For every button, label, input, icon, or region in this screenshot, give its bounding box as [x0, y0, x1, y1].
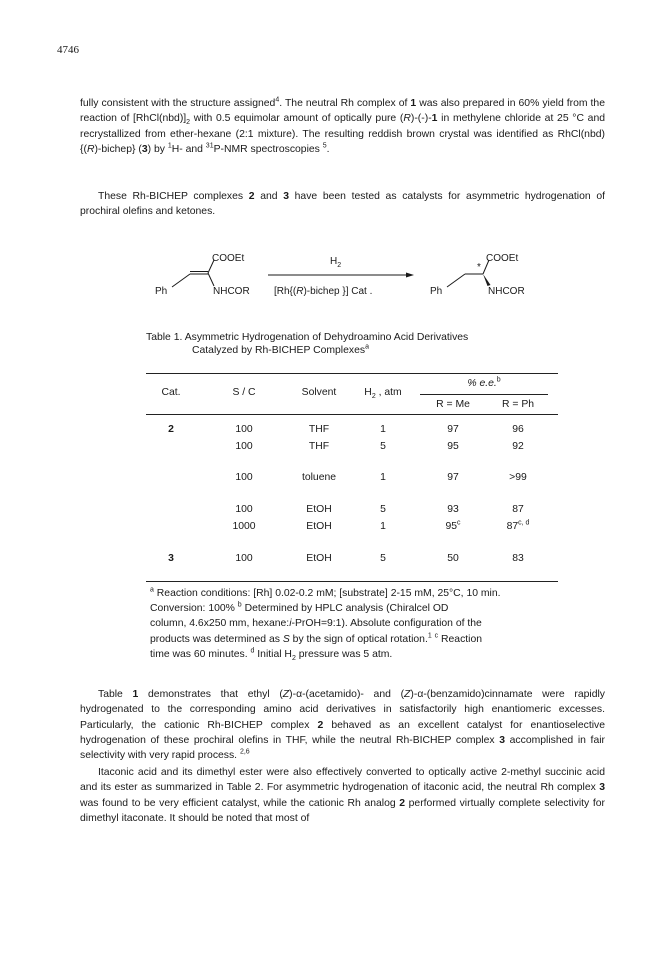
product-nhcor-label: NHCOR	[488, 286, 525, 297]
cell-sc: 100	[235, 441, 253, 452]
cell-h2: 1	[380, 521, 386, 532]
reaction-arrow	[268, 256, 414, 297]
cell-ph: 96	[512, 424, 524, 435]
catalyst-label-italic: R	[296, 286, 304, 297]
cell-ph: 83	[512, 553, 524, 564]
product-structure	[430, 253, 525, 297]
cell-solvent: THF	[308, 441, 330, 452]
reactant-nhcor-label: NHCOR	[213, 286, 250, 297]
cell-sc: 100	[235, 504, 253, 515]
cell-me: 93	[447, 504, 459, 515]
cell-h2: 1	[380, 472, 386, 483]
cell-me: 97	[447, 424, 459, 435]
header-r-ph: R = Ph	[501, 399, 535, 410]
cell-cat: 2	[168, 424, 174, 435]
paragraph-3: Table 1 demonstrates that ethyl (Z)-α-(acetamido)- and (Z)-α-(benzamido)cinnamate were rapidly hydrogenated to the corresponding amino acid derivatives in satisfactorily high enantiomeric excesses. Particularly, the cationic Rh-BICHEP complex 2 behaved as an excellent catalyst for enantioselective hydrogenation of these prochiral olefins in THF, while the neutral Rh-BICHEP complex 3 accomplished in fair selectivity with very rapid process. $^{2,6}$	[80, 689, 606, 762]
svg-text:H2	[330, 256, 341, 269]
svg-text:[Rh{(R)-bichep }] Cat .	[274, 286, 372, 297]
cell-sc: 100	[235, 472, 253, 483]
reactant-cooet-label: COOEt	[212, 253, 245, 264]
table-top-rule	[146, 373, 558, 374]
cell-h2: 5	[380, 504, 386, 515]
cell-h2: 5	[380, 553, 386, 564]
table-footnotes: $^a$ Reaction conditions: [Rh] 0.02-0.2 mM; [substrate] 2-15 mM, 25°C, 10 min. Conversion: 100% $^b$ Determined by HPLC analysis (Chiralcel OD column, 4.6x250 mm, hexane:i-PrOH=9:1). Absolute configuration of the products was determined as S by the sign of optical rotation.$^1$ $^c$ Reaction time was 60 minutes. $^d$ Initial $H_2$ pressure was 5 atm.	[150, 586, 501, 662]
paragraph-4: Itaconic acid and its dimethyl ester were also effectively converted to optically active 2-methyl succinic acid and its ester as summarized in Table 2. For asymmetric hydrogenation of itaconic acid, the neutral Rh complex 3 was found to be very efficient catalyst, while the cationic Rh analog 2 performed virtually complete selectivity for dimethyl itaconate. It should be noted that most of	[80, 767, 605, 824]
paragraph-1: fully consistent with the structure assigned$^4$. The neutral Rh complex of 1 was also prepared in 60% yield from the reaction of $[RhCl(nbd)]_2$ with 0.5 equimolar amount of optically pure (R)-(-)-1 in methylene chloride at 25 °C and recrystallized from ether-hexane (2:1 mixture). The resulting reddish brown crystal was identified as RhCl(nbd){(R)-bichep} (3) by $^1$H- and $^{31}$P-NMR spectroscopies $^5$.	[80, 96, 605, 155]
cell-me: 95	[447, 441, 459, 452]
header-h2: $H_2$ , atm	[364, 387, 402, 401]
reactant-ph-label: Ph	[155, 286, 168, 297]
table-header-rule	[146, 414, 558, 415]
cell-me: 97	[447, 472, 459, 483]
reagent-h-subscript: 2	[337, 262, 342, 269]
header-sc: S / C	[232, 387, 256, 398]
cell-sc: 1000	[232, 521, 256, 532]
stereocenter-star: *	[477, 262, 481, 273]
header-cat: Cat.	[161, 387, 181, 398]
product-cooet-label: COOEt	[486, 253, 519, 264]
cell-sc: 100	[235, 424, 253, 435]
header-solvent: Solvent	[301, 387, 337, 398]
cell-ph: >99	[509, 472, 527, 483]
cell-me: 50	[447, 553, 459, 564]
catalyst-label-a: [Rh{(	[274, 286, 297, 297]
cell-cat: 3	[168, 553, 174, 564]
cell-sc: 100	[235, 553, 253, 564]
cell-solvent: toluene	[301, 472, 337, 483]
cell-h2: 1	[380, 424, 386, 435]
catalyst-label-b: )-bichep }] Cat .	[303, 286, 373, 297]
table-caption: Table 1. Asymmetric Hydrogenation of Dehydroamino Acid Derivatives Catalyzed by Rh-BICHEP Complexes$^a$	[146, 332, 469, 356]
cell-me: 95$^c$	[445, 519, 461, 532]
cell-solvent: EtOH	[306, 521, 332, 532]
cell-ph: 92	[512, 441, 524, 452]
page-number: 4746	[57, 44, 79, 56]
cell-ph: 87$^{c, d}$	[506, 519, 530, 532]
paragraph-2: These Rh-BICHEP complexes 2 and 3 have been tested as catalysts for asymmetric hydrogenation of prochiral olefins and ketones.	[80, 191, 605, 218]
cell-solvent: EtOH	[306, 504, 332, 515]
table-bottom-rule	[146, 581, 558, 582]
ee-header-rule	[420, 394, 548, 395]
reagent-h-label: H	[330, 256, 338, 267]
product-ph-label: Ph	[430, 286, 443, 297]
cell-solvent: EtOH	[306, 553, 332, 564]
cell-h2: 5	[380, 441, 386, 452]
header-ee: % e.e.$^b$	[467, 376, 501, 389]
cell-ph: 87	[512, 504, 524, 515]
header-r-me: R = Me	[436, 399, 470, 410]
reactant-structure	[155, 253, 250, 297]
cell-solvent: THF	[308, 424, 330, 435]
reaction-scheme	[150, 250, 550, 298]
